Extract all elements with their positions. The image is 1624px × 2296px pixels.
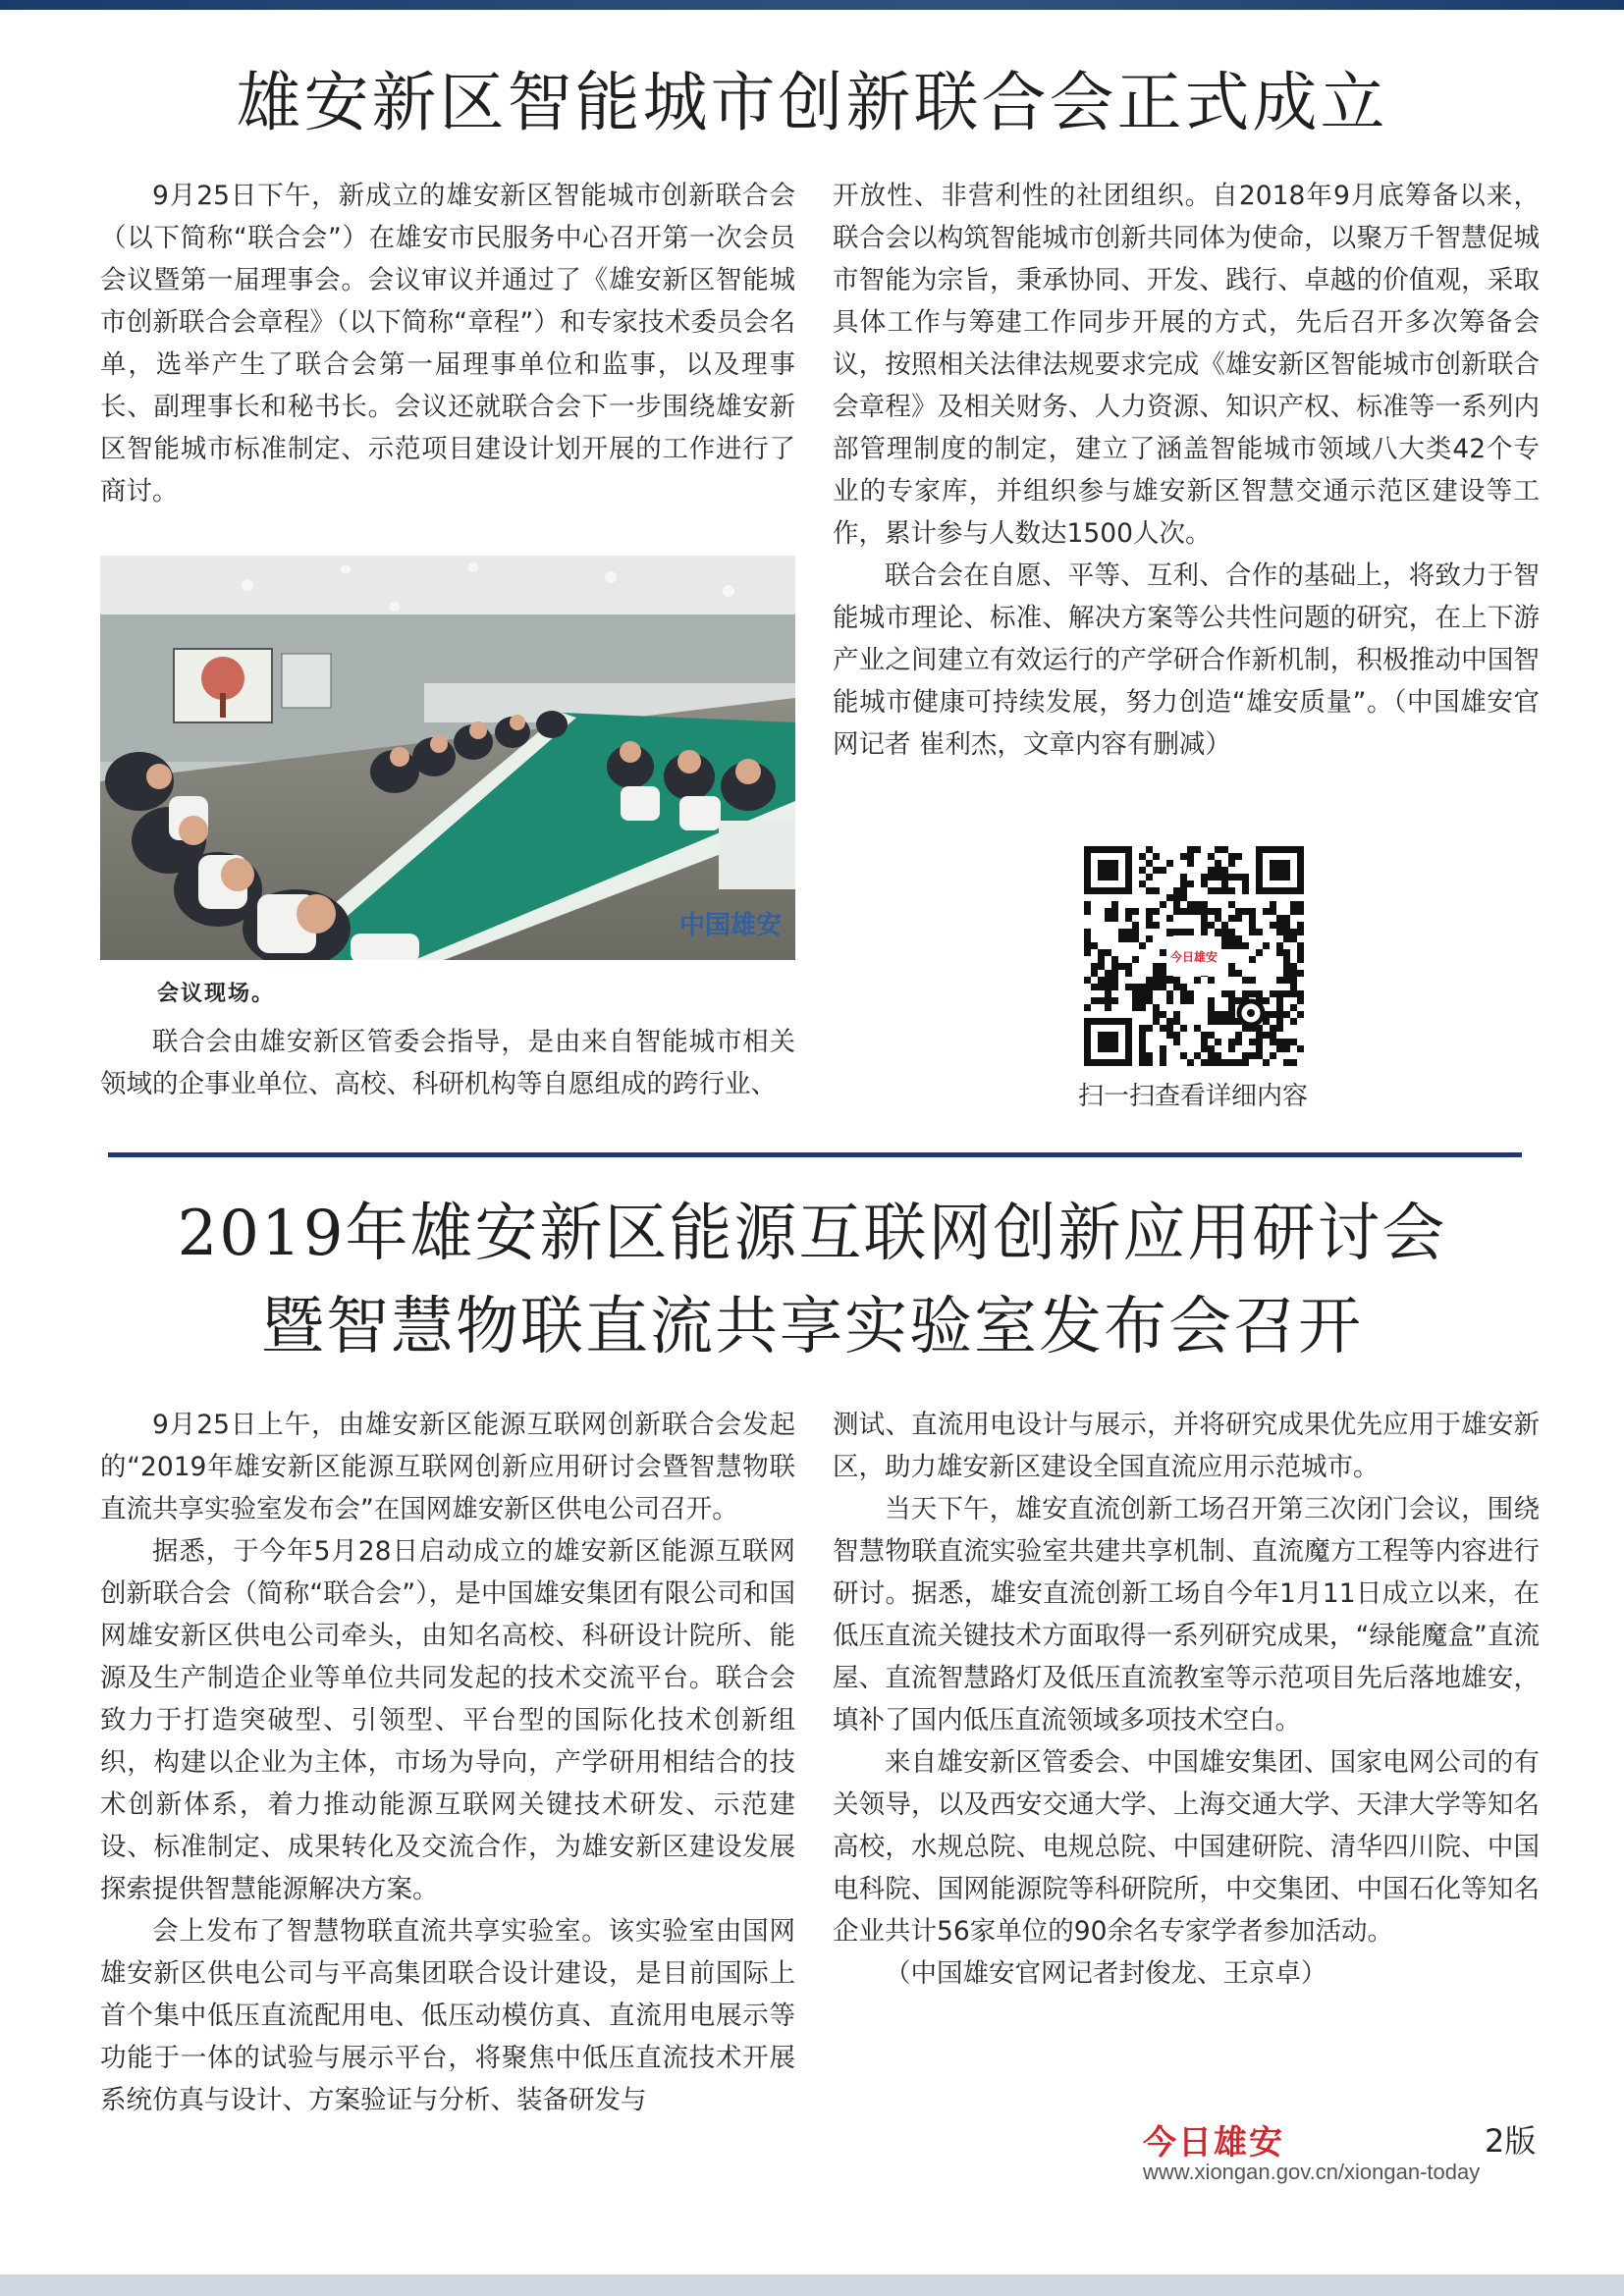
article1-column-1 bbox=[100, 175, 795, 512]
article2-byline: （中国雄安官网记者封俊龙、王京卓） bbox=[885, 1958, 1327, 1989]
footer-url-link[interactable]: www.xiongan.gov.cn/xiongan-today bbox=[1143, 2160, 1481, 2184]
article1-paragraph: 9月25日下午，新成立的雄安新区智能城市创新联合会（以下简称“联合会”）在雄安市民服务中心召开第一次会员会议暨第一届理事会。会议审议并通过了《雄安新区智能城市创新联合会章程》（以下简称“章程”）和专家技术委员会名单，选举产生了联合会第一届理事单位和监事，以及理事长、副理事长和秘书长。会议还就联合会下一步围绕雄安新区智能城市标准制定、示范项目建设计划开展的工作进行了商讨。 bbox=[100, 181, 795, 507]
article1-column-2 bbox=[833, 175, 1540, 766]
photo-watermark: 中国雄安 bbox=[679, 911, 783, 940]
qr-center-label: 今日雄安 bbox=[1169, 950, 1218, 964]
qr-code[interactable] bbox=[1084, 846, 1304, 1066]
article2-paragraph: 据悉，于今年5月28日启动成立的雄安新区能源互联网创新联合会（简称“联合会”），是中国雄安集团有限公司和国网雄安新区供电公司牵头，由知名高校、科研设计院所、能源及生产制造企业等单位共同发起的技术交流平台。联合会致力于打造突破型、引领型、平台型的国际化技术创新组织，构建以企业为主体，市场为导向，产学研用相结合的技术创新体系，着力推动能源互联网关键技术研发、示范建设、标准制定、成果转化及交流合作，为雄安新区建设发展探索提供智慧能源解决方案。 bbox=[100, 1536, 795, 1904]
page-number: 2版 bbox=[1485, 2122, 1537, 2160]
section-divider bbox=[108, 1152, 1522, 1157]
footer-brand-logo: 今日雄安 bbox=[1143, 2123, 1284, 2163]
photo-caption: 会议现场。 bbox=[157, 982, 276, 1006]
bottom-color-bar bbox=[0, 2274, 1624, 2296]
article2-paragraph-continued: 测试、直流用电设计与展示，并将研究成果优先应用于雄安新区，助力雄安新区建设全国直流应用示范城市。 bbox=[833, 1410, 1540, 1482]
top-color-bar bbox=[0, 0, 1624, 10]
article1-column-1-continued bbox=[100, 1021, 795, 1105]
article2-column-2 bbox=[833, 1404, 1540, 1995]
article2-paragraph: 当天下午，雄安直流创新工场召开第三次闭门会议，围绕智慧物联直流实验室共建共享机制、直流魔方工程等内容进行研讨。据悉，雄安直流创新工场自今年1月11日成立以来，在低压直流关键技术方面取得一系列研究成果，“绿能魔盒”直流屋、直流智慧路灯及低压直流教室等示范项目先后落地雄安，填补了国内低压直流领域多项技术空白。 bbox=[833, 1494, 1540, 1735]
article1-paragraph: 联合会由雄安新区管委会指导，是由来自智能城市相关领域的企事业单位、高校、科研机构等自愿组成的跨行业、 bbox=[100, 1027, 795, 1099]
article2-paragraph: 9月25日上午，由雄安新区能源互联网创新联合会发起的“2019年雄安新区能源互联网创新应用研讨会暨智慧物联直流共享实验室发布会”在国网雄安新区供电公司召开。 bbox=[100, 1410, 795, 1524]
article2-column-1 bbox=[100, 1404, 795, 2121]
article2-title bbox=[0, 1188, 1624, 1374]
article2-paragraph: 来自雄安新区管委会、中国雄安集团、国家电网公司的有关领导，以及西安交通大学、上海交通大学、天津大学等知名高校，水规总院、电规总院、中国建研院、清华四川院、中国电科院、国网能源院等科研院所，中交集团、中国石化等知名企业共计56家单位的90余名专家学者参加活动。 bbox=[833, 1747, 1540, 1947]
article1-title: 雄安新区智能城市创新联合会正式成立 bbox=[236, 65, 1388, 140]
article1-paragraph-continued: 开放性、非营利性的社团组织。自2018年9月底筹备以来，联合会以构筑智能城市创新共同体为使命，以聚万千智慧促城市智能为宗旨，秉承协同、开发、践行、卓越的价值观，采取具体工作与筹建工作同步开展的方式，先后召开多次筹备会议，按照相关法律法规要求完成《雄安新区智能城市创新联合会章程》及相关财务、人力资源、知识产权、标准等一系列内部管理制度的制定，建立了涵盖智能城市领域八大类42个专业的专家库，并组织参与雄安新区智慧交通示范区建设等工作，累计参与人数达1500人次。 bbox=[833, 181, 1540, 549]
meeting-photo bbox=[100, 556, 795, 960]
article2-title-line2: 暨智慧物联直流共享实验室发布会召开 bbox=[261, 1291, 1363, 1363]
qr-caption: 扫一扫查看详细内容 bbox=[1077, 1082, 1308, 1111]
article1-paragraph: 联合会在自愿、平等、互利、合作的基础上，将致力于智能城市理论、标准、解决方案等公共性问题的研究，在上下游产业之间建立有效运行的产学研合作新机制，积极推动中国智能城市健康可持续发展，努力创造“雄安质量”。（中国雄安官网记者 崔利杰，文章内容有删减） bbox=[833, 561, 1540, 760]
article2-title-line1: 2019年雄安新区能源互联网创新应用研讨会 bbox=[177, 1198, 1447, 1270]
article2-paragraph: 会上发布了智慧物联直流共享实验室。该实验室由国网雄安新区供电公司与平高集团联合设计建设，是目前国际上首个集中低压直流配用电、低压动模仿真、直流用电展示等功能于一体的试验与展示平台，将聚焦中低压直流技术开展系统仿真与设计、方案验证与分析、装备研发与 bbox=[100, 1916, 795, 2115]
